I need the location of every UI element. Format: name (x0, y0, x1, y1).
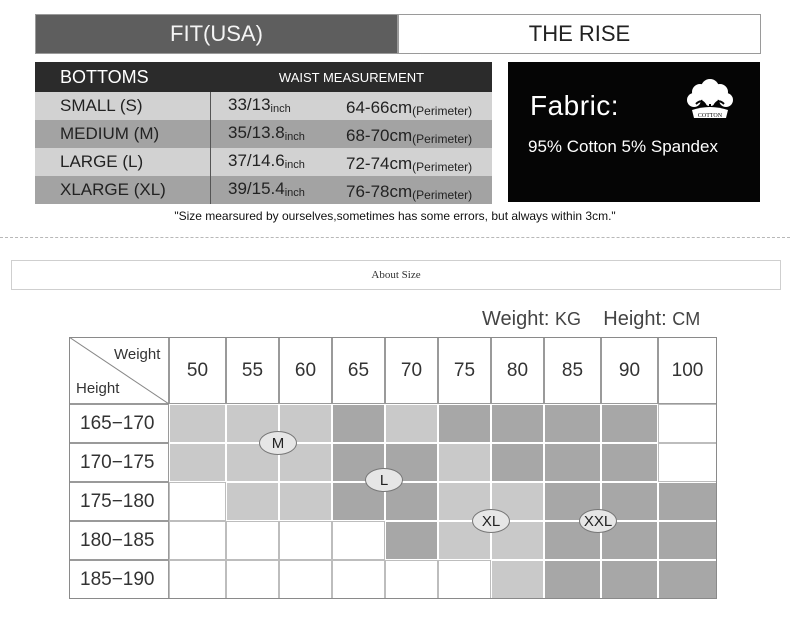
size-cell (279, 521, 332, 560)
weight-header: 50 (169, 337, 226, 404)
waist-value: 33/13 (228, 95, 271, 114)
waist-header-label: WAIST MEASUREMENT (278, 69, 425, 85)
waist-inches (211, 92, 346, 120)
size-cell (544, 560, 601, 599)
weight-header: 75 (438, 337, 491, 404)
waist-unit: inch (284, 131, 305, 143)
size-cell (491, 404, 544, 443)
weight-header: 100 (658, 337, 717, 404)
size-name: SMALL (S) (35, 92, 211, 120)
about-size-heading (11, 260, 781, 290)
size-cell (385, 404, 438, 443)
grid-corner-cell (69, 337, 169, 404)
perimeter-note: (Perimeter) (412, 187, 473, 202)
size-cell (169, 443, 226, 482)
waist-unit: inch (284, 187, 305, 199)
waist-value: 39/15.4 (228, 179, 285, 198)
weight-header: 90 (601, 337, 658, 404)
weight-axis-label: Weight (114, 346, 161, 363)
cotton-logo-text: COTTON (697, 113, 723, 119)
weight-label: Weight: (482, 308, 550, 330)
size-cell (385, 521, 438, 560)
size-label-m: M (259, 431, 297, 455)
weight-header: 70 (385, 337, 438, 404)
fabric-title: Fabric: (530, 90, 620, 121)
size-cell (385, 560, 438, 599)
dashed-divider (0, 237, 790, 238)
height-header: 185−190 (69, 560, 169, 599)
height-unit: CM (672, 309, 701, 329)
fabric-composition: 95% Cotton 5% Spandex (528, 137, 718, 156)
size-cell (332, 404, 385, 443)
height-label: Height: (603, 308, 667, 330)
size-name: MEDIUM (M) (35, 120, 211, 148)
size-cell (438, 560, 491, 599)
waist-inches (211, 120, 346, 148)
size-name: XLARGE (XL) (35, 176, 211, 204)
bottoms-row (35, 148, 492, 176)
perimeter-value: 64-66cm (346, 97, 413, 117)
bottoms-header-label: BOTTOMS (60, 66, 149, 87)
waist-inches (211, 148, 346, 176)
size-cell (332, 521, 385, 560)
tab-fit-usa[interactable]: FIT(USA) (35, 14, 398, 54)
size-cell (279, 482, 332, 521)
size-cell (226, 521, 279, 560)
weight-header: 55 (226, 337, 279, 404)
size-cell (544, 404, 601, 443)
perimeter-value: 76-78cm (346, 181, 413, 201)
waist-value: 35/13.8 (228, 123, 285, 142)
fabric-info-panel (508, 62, 760, 202)
size-cell (438, 443, 491, 482)
tab-the-rise[interactable]: THE RISE (398, 14, 761, 54)
size-cell (658, 443, 717, 482)
units-legend (482, 308, 700, 331)
size-cell (601, 443, 658, 482)
perimeter-value: 72-74cm (346, 153, 413, 173)
size-cell (601, 560, 658, 599)
bottoms-row (35, 176, 492, 204)
size-label-xl: XL (472, 509, 510, 533)
height-header: 180−185 (69, 521, 169, 560)
bottoms-row (35, 120, 492, 148)
waist-unit: inch (284, 159, 305, 171)
perimeter-note: (Perimeter) (412, 131, 473, 146)
size-cell (169, 560, 226, 599)
size-cell (658, 404, 717, 443)
height-header: 175−180 (69, 482, 169, 521)
size-cell (658, 560, 717, 599)
measurement-note: "Size mearsured by ourselves,sometimes has some errors, but always within 3cm." (174, 209, 616, 223)
perimeter-note: (Perimeter) (412, 103, 473, 118)
size-name: LARGE (L) (35, 148, 211, 176)
size-cell (169, 482, 226, 521)
height-axis-label: Height (76, 380, 120, 397)
weight-header: 80 (491, 337, 544, 404)
waist-value: 37/14.6 (228, 151, 285, 170)
height-header: 170−175 (69, 443, 169, 482)
size-cell (279, 560, 332, 599)
size-cell (658, 521, 717, 560)
cotton-logo-icon (680, 74, 740, 124)
weight-unit: KG (555, 309, 582, 329)
waist-perimeter (346, 174, 492, 207)
size-cell (332, 560, 385, 599)
weight-header: 60 (279, 337, 332, 404)
size-label-xxl: XXL (579, 509, 617, 533)
size-cell (658, 482, 717, 521)
size-cell (491, 443, 544, 482)
size-label-l: L (365, 468, 403, 492)
waist-unit: inch (270, 103, 291, 115)
size-cell (438, 404, 491, 443)
size-cell (544, 443, 601, 482)
perimeter-note: (Perimeter) (412, 159, 473, 174)
weight-header: 65 (332, 337, 385, 404)
size-cell (601, 404, 658, 443)
bottoms-size-table (35, 62, 492, 204)
waist-inches (211, 176, 346, 204)
size-cell (491, 560, 544, 599)
size-cell (226, 482, 279, 521)
weight-header: 85 (544, 337, 601, 404)
size-cell (226, 560, 279, 599)
about-size-label: About Size (371, 269, 421, 281)
bottoms-row (35, 92, 492, 120)
size-cell (169, 404, 226, 443)
height-header: 165−170 (69, 404, 169, 443)
size-cell (169, 521, 226, 560)
size-chart-grid (69, 337, 717, 598)
bottoms-table-header (35, 62, 492, 92)
perimeter-value: 68-70cm (346, 125, 413, 145)
